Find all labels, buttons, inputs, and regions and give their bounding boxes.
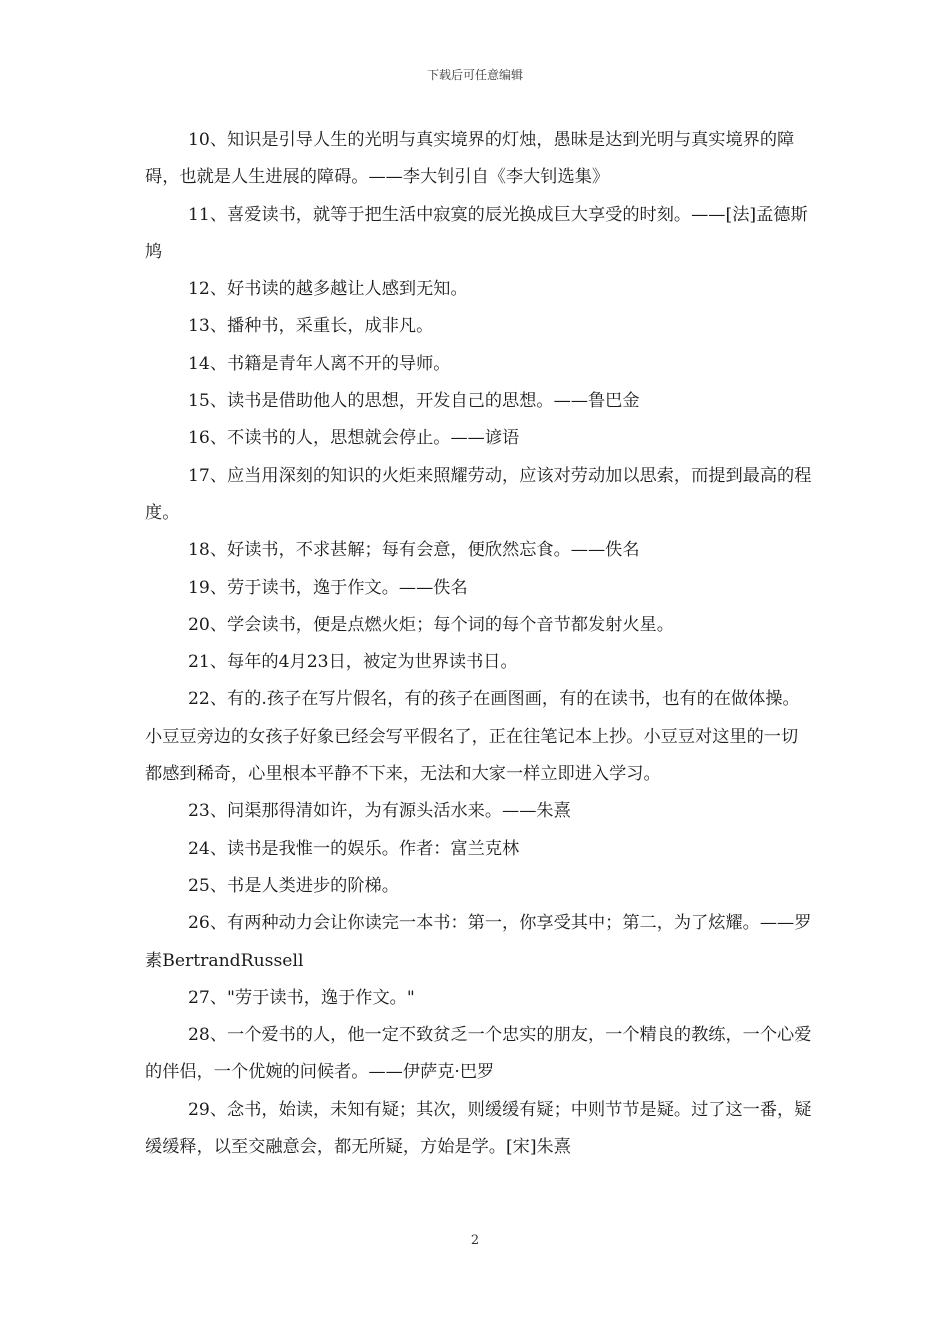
paragraph-25: 25、书是人类进步的阶梯。 xyxy=(188,875,399,896)
paragraph-11: 11、喜爱读书，就等于把生活中寂寞的辰光换成巨大享受的时刻。——[法]孟德斯鸠 xyxy=(145,204,808,262)
paragraph-15: 15、读书是借助他人的思想，开发自己的思想。——鲁巴金 xyxy=(188,391,640,412)
paragraph-24: 24、读书是我惟一的娱乐。作者：富兰克林 xyxy=(188,838,520,859)
paragraph-17: 17、应当用深刻的知识的火炬来照耀劳动，应该对劳动加以思索，而提到最高的程度。 xyxy=(145,465,812,523)
paragraph-10: 10、知识是引导人生的光明与真实境界的灯烛，愚昧是达到光明与真实境界的障碍，也就是人生进展的障碍。——李大钊引自《李大钊选集》 xyxy=(145,130,795,188)
page-header-note: 下载后可任意编辑 xyxy=(426,68,523,82)
paragraph-19: 19、劳于读书，逸于作文。——佚名 xyxy=(188,577,468,598)
paragraph-26: 26、有两种动力会让你读完一本书：第一，你享受其中；第二，为了炫耀。——罗素BertrandRussell xyxy=(145,913,812,971)
paragraph-13: 13、播种书，采重长，成非凡。 xyxy=(188,316,434,337)
paragraph-20: 20、学会读书，便是点燃火炬；每个词的每个音节都发射火星。 xyxy=(188,614,674,635)
page-number: 2 xyxy=(470,1233,480,1248)
paragraph-22: 22、有的.孩子在写片假名，有的孩子在画图画，有的在读书，也有的在做体操。小豆豆旁边的女孩子好象已经会写平假名了，正在往笔记本上抄。小豆豆对这里的一切都感到稀奇，心里根本平静不下来，无法和大家一样立即进入学习。 xyxy=(145,689,800,785)
paragraph-28: 28、一个爱书的人，他一定不致贫乏一个忠实的朋友，一个精良的教练，一个心爱的伴侣，一个优婉的问候者。——伊萨克·巴罗 xyxy=(145,1025,812,1083)
document-body xyxy=(145,122,815,1166)
paragraph-14: 14、书籍是青年人离不开的导师。 xyxy=(188,353,451,374)
paragraph-21: 21、每年的4月23日，被定为世界读书日。 xyxy=(188,652,518,673)
paragraph-18: 18、好读书，不求甚解；每有会意，便欣然忘食。——佚名 xyxy=(188,540,640,561)
paragraph-23: 23、问渠那得清如许，为有源头活水来。——朱熹 xyxy=(188,801,571,822)
paragraph-12: 12、好书读的越多越让人感到无知。 xyxy=(188,279,468,300)
paragraph-16: 16、不读书的人，思想就会停止。——谚语 xyxy=(188,428,520,449)
paragraph-29: 29、念书，始读，未知有疑；其次，则缓缓有疑；中则节节是疑。过了这一番，疑缓缓释，以至交融意会，都无所疑，方始是学。[宋]朱熹 xyxy=(145,1099,812,1158)
paragraph-27: 27、"劳于读书，逸于作文。" xyxy=(188,987,415,1008)
